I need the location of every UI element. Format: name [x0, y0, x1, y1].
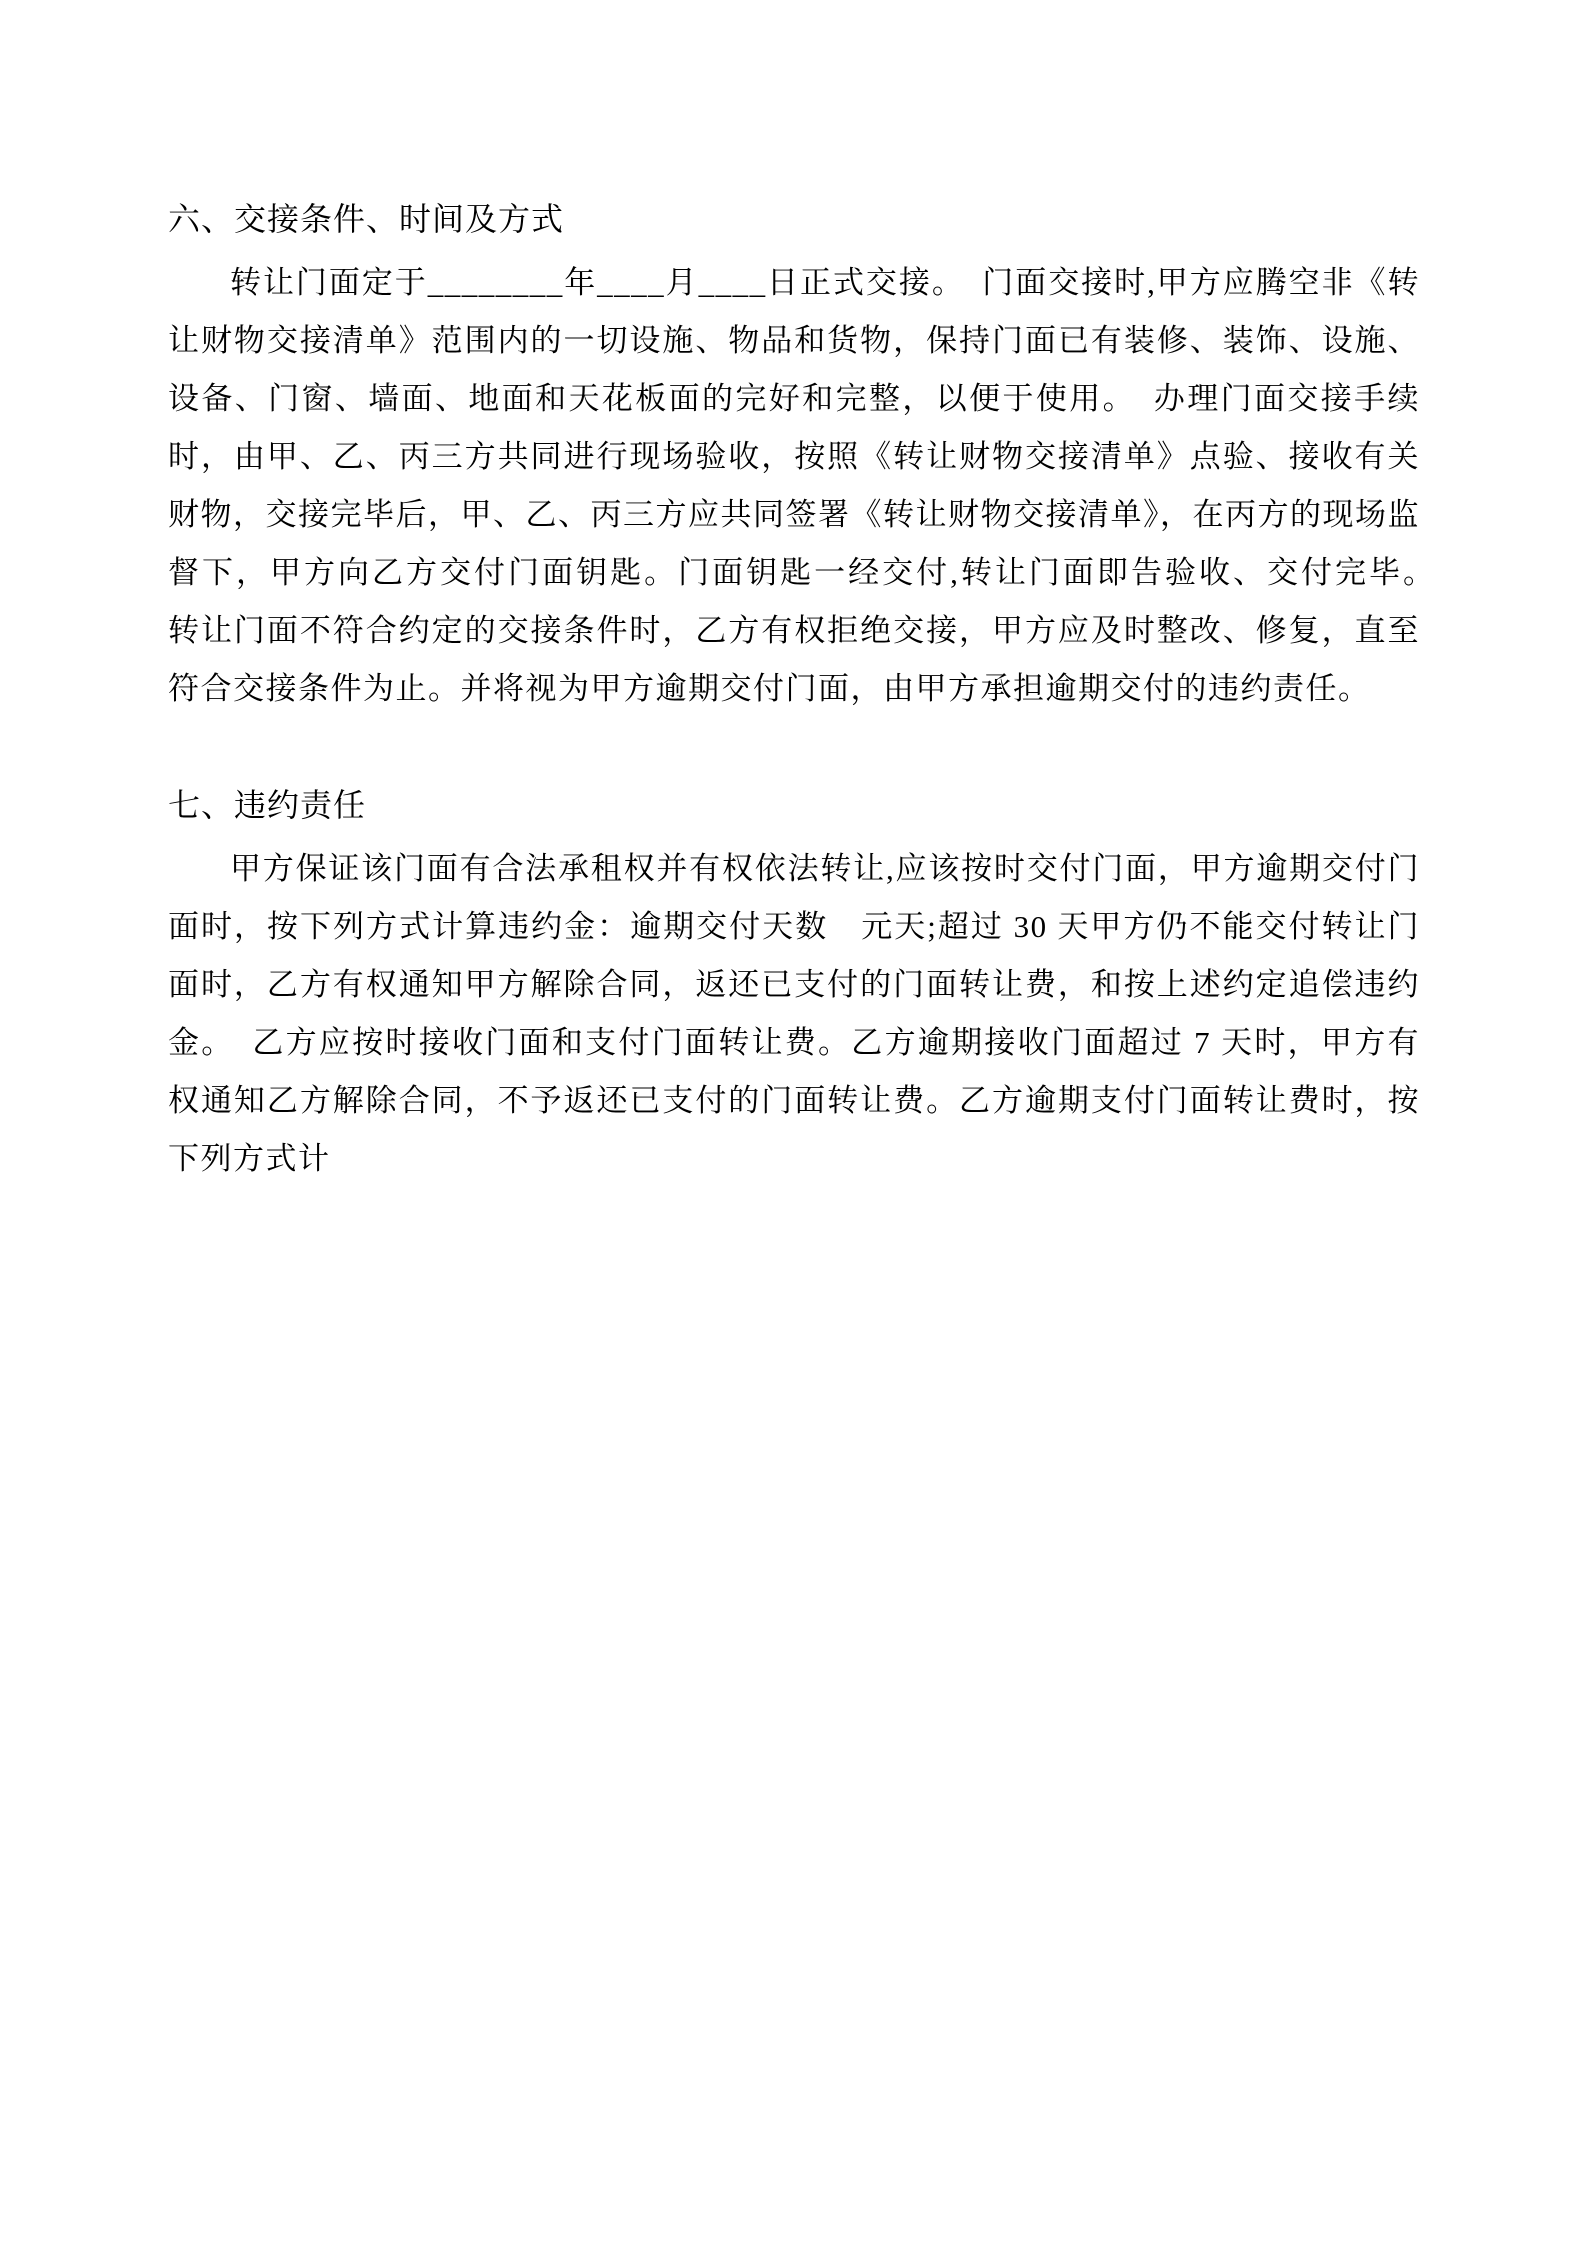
section-heading-handover: 六、交接条件、时间及方式: [168, 201, 565, 237]
section-handover-terms: [168, 190, 1453, 718]
section-breach-liability: [168, 776, 1420, 1188]
paragraph-handover-body: 转让门面定于________年____月____日正式交接。 门面交接时,甲方应腾空非《转让财物交接清单》范围内的一切设施、物品和货物，保持门面已有装修、装饰、设施、设备、门窗、墙面、地面和天花板面的完好和完整，以便于使用。 办理门面交接手续时，由甲、乙、丙三方共同进行现场验收，按照《转让财物交接清单》点验、接收有关财物，交接完毕后，甲、乙、丙三方应共同签署《转让财物交接清单》，在丙方的现场监督下，甲方向乙方交付门面钥匙。门面钥匙一经交付,转让门面即告验收、交付完毕。 转让门面不符合约定的交接条件时，乙方有权拒绝交接，甲方应及时整改、修复，直至符合交接条件为止。并将视为甲方逾期交付门面，由甲方承担逾期交付的违约责任。: [168, 265, 1453, 706]
paragraph-breach-body: 甲方保证该门面有合法承租权并有权依法转让,应该按时交付门面，甲方逾期交付门面时，按下列方式计算违约金：逾期交付天数 元天;超过 30 天甲方仍不能交付转让门面时，乙方有权通知甲方解除合同，返还已支付的门面转让费，和按上述约定追偿违约金。 乙方应按时接收门面和支付门面转让费。乙方逾期接收门面超过 7 天时，甲方有权通知乙方解除合同，不予返还已支付的门面转让费。乙方逾期支付门面转让费时，按下列方式计: [168, 851, 1420, 1176]
section-heading-breach: 七、违约责任: [168, 787, 367, 823]
